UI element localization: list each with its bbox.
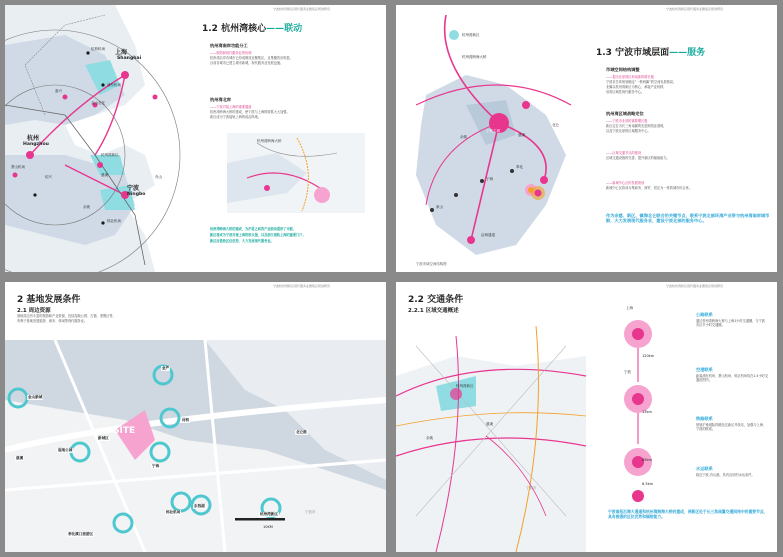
poi-label: 新城区: [98, 436, 109, 440]
label-hangzhou-en: Hangzhou: [23, 142, 49, 147]
distance-label: 上海: [626, 306, 633, 310]
section-heading: 杭州湾北岸: [210, 97, 231, 102]
page-3: [5, 282, 386, 552]
page-title: 2.2 交通条件: [408, 295, 464, 305]
page-header: 宁波杭州湾新区现代服务业聚集区规划研究: [273, 7, 331, 11]
legend-title: 公路联系: [696, 312, 713, 317]
distance-label: 120km: [642, 354, 655, 358]
region-map: [5, 5, 195, 272]
label-cixi: 慈溪: [101, 173, 108, 177]
inset-label: 杭州湾跨海大桥: [257, 139, 282, 143]
transport-map-graphic: [396, 316, 586, 552]
label-yuyao: 余姚: [426, 436, 433, 440]
poi-label: 北仑港: [296, 430, 307, 434]
ningbo-map-graphic: [396, 5, 591, 272]
legend-text: 规划沪甬城际铁路经过新区并设站，加强与上海、宁波的联系。: [696, 423, 767, 432]
text-line: 有利于基地发展旅游、商务、休闲等现代服务业。: [17, 319, 88, 323]
label-core: 宁波主城: [486, 129, 500, 133]
poi-label: 杭州湾新区: [260, 512, 278, 516]
poi-label: 金山新城: [28, 395, 43, 399]
scale-label: 10KM: [263, 525, 273, 529]
label-hongqiao: 虹桥机场: [91, 47, 105, 51]
page-title: 2 基地发展条件: [17, 295, 81, 305]
section-heading: 杭州湾区域战略定位: [606, 111, 644, 116]
distance-diagram: [608, 304, 668, 504]
legend-title: 铁路联系: [696, 416, 713, 421]
label-pudong: 浦东机场: [107, 83, 121, 87]
inset-map-graphic: [227, 133, 365, 213]
highlight-text: 宁波南拓沿海大通道和杭州湾跨海大桥的建成，使新区处于长三角南翼交通网络中的重要节点，具有极强的区位优势和辐射能力。: [608, 509, 768, 519]
distance-label: 宁波: [624, 370, 631, 374]
subsection-title: 2.2.1 区域交通概述: [408, 308, 459, 314]
label-newarea: 杭州湾新区: [462, 33, 480, 37]
legend-text: 距离浦东机场、萧山机场、栎社机场均在1.5小时交通范围内。: [696, 374, 769, 383]
label-newarea: 杭州湾新区: [101, 153, 119, 157]
poi-label: 宁海: [152, 464, 160, 468]
subsection-title: 2.1 周边资源: [17, 308, 51, 314]
poi-label: 浔桥: [182, 418, 190, 422]
text-line: 以及宁波北部的区域服务中心。: [606, 129, 651, 133]
surrounding-map-graphic: [5, 340, 386, 552]
label-yuyao: 余姚: [83, 205, 90, 209]
poi-label: 金严: [162, 366, 170, 370]
section-heading: 杭州湾南岸功能分工: [210, 43, 248, 48]
label-shanghai-en: Shanghai: [117, 56, 142, 61]
poi-label: 奉化溪口旅游区: [68, 532, 94, 536]
label-hangzhou: 杭州: [27, 135, 40, 142]
label-beilun: 北仑: [552, 123, 559, 127]
text-line: 新区成为宁波接轨上海的前沿阵地。: [210, 115, 261, 119]
text-line: 宁波市总体规划确定“一核两翼”的空间发展格局，: [606, 80, 677, 84]
label-xiangshan: 象山: [436, 205, 443, 209]
ningbo-map: [396, 5, 591, 272]
legend-text: 临近宁波-舟山港，具有良好的水运条件。: [696, 473, 755, 477]
page-title: 1.2 杭州湾核心——联动: [202, 24, 303, 34]
label-shaoxing: 绍兴: [45, 175, 52, 179]
page-header: 宁波杭州湾新区现代服务业聚集区规划研究: [666, 7, 724, 11]
label-bridge: 杭州湾跨海大桥: [462, 55, 487, 59]
page-header: 宁波杭州湾新区现代服务业聚集区规划研究: [666, 284, 724, 288]
label-ningbo: 宁波市: [526, 486, 537, 490]
poi-label: 湿地公园: [58, 448, 73, 452]
text-line: 杭州湾沿岸各城市已形成制造业聚集区，且集聚效应明显。: [210, 56, 293, 60]
text-line: 新区定位为长三角南翼的先进制造业基地，: [606, 124, 667, 128]
summary-line: 新区将成为宁波对接上海的桥头堡，以及浙江接轨上海的重要门户。: [210, 233, 306, 237]
label-cixi: 慈溪: [518, 133, 525, 137]
page-2: [396, 5, 777, 272]
text-line: 基地周边有丰富的旅游和产业资源，包括湿地公园、古镇、度假区等，: [17, 314, 116, 318]
text-line: 杭州湾跨海大桥的建成，使宁波与上海的联系大大加强。: [210, 110, 290, 114]
legend-title: 水运联系: [696, 466, 713, 471]
text-line: 北翼以杭州湾新区为核心，承接产业转移，: [606, 85, 667, 89]
text-line: ——新城中心区的发展规划: [606, 181, 645, 185]
label-lishe: 栎社机场: [107, 219, 121, 223]
text-line: ——区域交通节点的建设: [606, 151, 642, 155]
summary-line: 杭州湾跨海大桥的建成，为沪甬之间的产业联动提供了可能，: [210, 227, 297, 231]
surrounding-map: [5, 340, 386, 552]
label-ningbo-en: Ningbo: [127, 192, 146, 197]
section-heading: 市域空间结构调整: [606, 67, 640, 72]
distance-label: 6.5km: [642, 482, 654, 486]
label-jinshan: 金山石化: [91, 101, 105, 105]
poi-circle-icon: [530, 185, 546, 201]
page-4: [396, 282, 777, 552]
text-line: 培育区域性现代服务中心。: [606, 90, 645, 94]
label-xiaoshan: 萧山机场: [11, 165, 25, 169]
distance-label: 13km: [642, 410, 652, 414]
text-line: 新城中心区将成为集商务、商贸、居住为一体的城市综合体。: [606, 186, 693, 190]
label-zhoushan: 舟山: [155, 175, 162, 179]
highlight-text: 作为余慈、新区、镇海北仑联合的关键节点，联系宁波北部环湾产业带与杭州湾南岸城市群，大力发展现代服务业，建设宁波北部的服务中心。: [606, 213, 770, 224]
page-header: 宁波杭州湾新区现代服务业聚集区规划研究: [273, 284, 331, 288]
text-line: ——宁波对接上海的重要通道: [210, 105, 252, 109]
text-line: ——制造和现代服务业的协调: [210, 51, 252, 55]
page-1: [5, 5, 386, 272]
label-jiaxing: 嘉兴: [55, 89, 62, 93]
label-cixi: 慈溪: [486, 422, 493, 426]
legend-text: 通过杭州湾跨海大桥与上海1小时交通圈，与宁波市区半小时交通圈。: [696, 319, 765, 328]
label-ninghai: 宁海: [486, 177, 493, 181]
inset-map: [227, 133, 365, 213]
text-line: 目前各城市已建立城市新城，现代服务业发展迅速。: [210, 61, 284, 65]
text-line: ——宁波市北部的重要增长极: [606, 119, 648, 123]
label-fenghua: 奉化: [516, 165, 523, 169]
label-shanghai: 上海: [115, 49, 128, 56]
county-label: 宁波市: [305, 510, 316, 514]
legend-title: 空港联系: [696, 367, 713, 372]
site-label: SITE: [113, 426, 136, 436]
transport-map: [396, 316, 586, 552]
label-ningbo: 宁波: [127, 185, 140, 192]
label-newarea: 杭州湾新区: [456, 384, 474, 388]
poi-label: 栎社机场: [166, 510, 181, 514]
text-line: ——提出北部湾区形成新的增长极: [606, 75, 654, 79]
label-yuyao: 余姚: [460, 135, 467, 139]
poi-label: 慈溪: [16, 456, 24, 460]
summary-line: 新区应借助区位优势，大力发展现代服务业。: [210, 239, 274, 243]
map-caption: 宁波市域空间结构图: [416, 262, 447, 266]
page-title: 1.3 宁波市域层面——服务: [596, 48, 706, 58]
poi-label: 东钱湖: [194, 504, 205, 508]
distance-label: 85km: [642, 458, 652, 462]
text-line: 区域交通设施的完善，提升新区的辐射能力。: [606, 156, 670, 160]
label-coastal: 沿海通道: [481, 233, 495, 237]
